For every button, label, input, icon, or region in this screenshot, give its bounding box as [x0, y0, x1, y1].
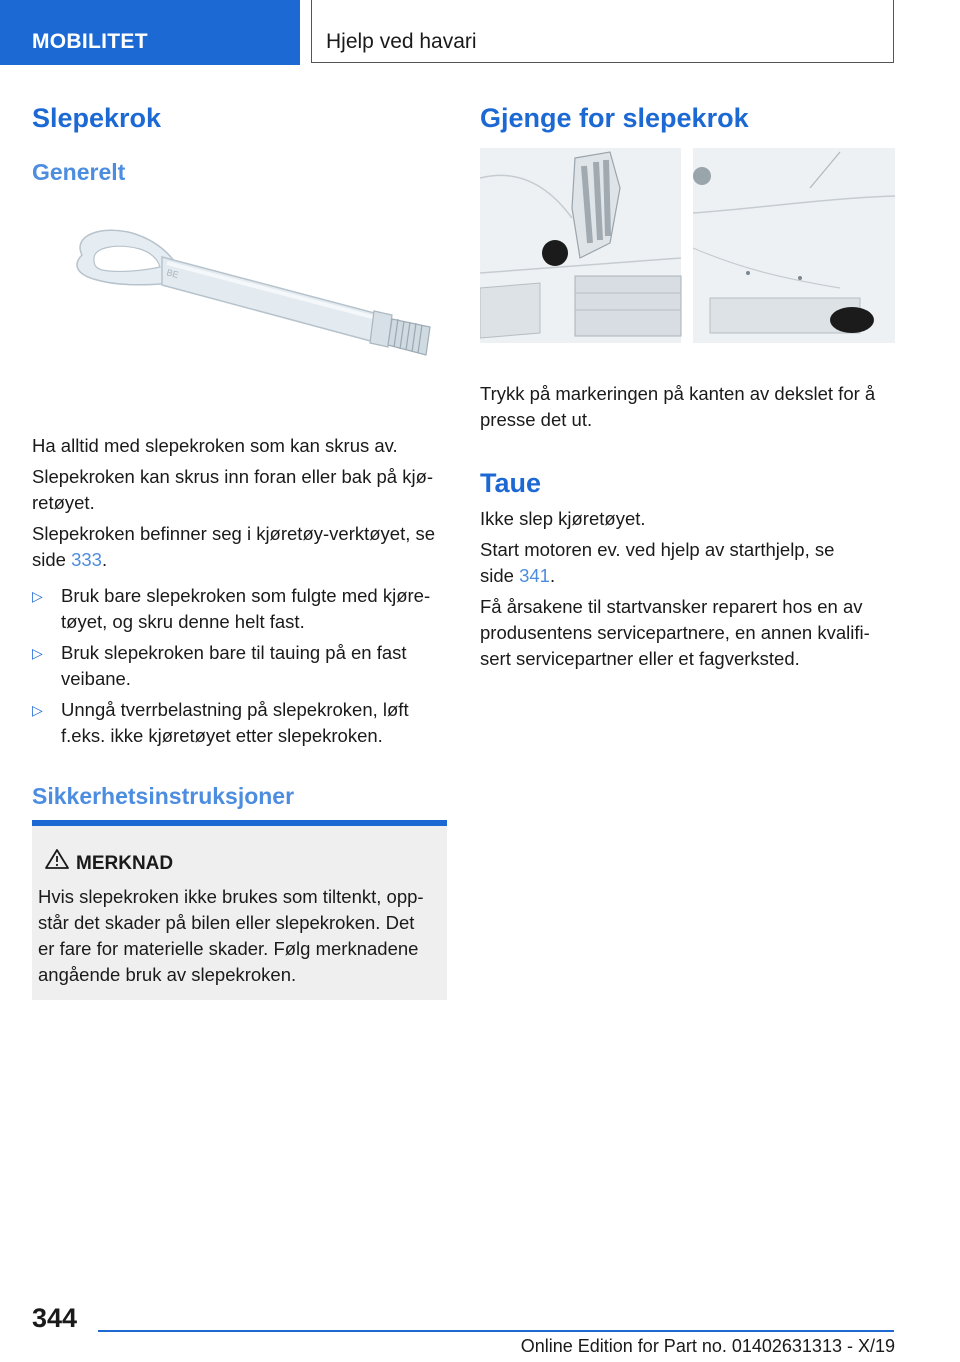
subheading-generelt: Generelt — [32, 159, 126, 185]
bumper-thread-image — [480, 148, 895, 368]
notice-box — [32, 820, 447, 1000]
footer-divider — [98, 1330, 894, 1332]
svg-text:BE: BE — [165, 267, 180, 281]
section-title-taue: Taue — [480, 468, 542, 498]
page-link-333[interactable]: 333 — [71, 549, 102, 570]
paragraph-do-not-tow: Ikke slep kjøretøyet. — [480, 508, 646, 529]
header-section-tab — [0, 0, 300, 65]
paragraph-screw-in-line2: retøyet. — [32, 492, 95, 513]
section-title-gjenge: Gjenge for slepekrok — [480, 103, 749, 133]
triangle-bullet-icon: ▷ — [32, 702, 43, 718]
footer-edition: Online Edition for Part no. 01402631313 - X/19 — [520, 1336, 895, 1356]
paragraph-repair-line3: sert servicepartner eller et fagverksted. — [480, 648, 800, 669]
header-chapter-label: Hjelp ved havari — [326, 30, 477, 53]
paragraph-jump-start-line1: Start motoren ev. ved hjelp av starthjelp, se — [480, 539, 835, 560]
paragraph-always-carry: Ha alltid med slepekroken som kan skrus av. — [32, 435, 398, 456]
section-title-slepekrok: Slepekrok — [32, 103, 162, 133]
paragraph-repair-line1: Få årsakene til startvansker reparert hos en av — [480, 596, 863, 617]
warning-triangle-icon — [44, 848, 70, 870]
paragraph-jump-start-line2: side 341. — [480, 565, 556, 586]
paragraph-location-line2: side 333. — [32, 549, 108, 570]
paragraph-location-line1: Slepekroken befinner seg i kjøretøy-verktøyet, se — [32, 523, 436, 544]
notice-title: MERKNAD — [76, 853, 174, 874]
header-chapter-box — [311, 0, 894, 63]
subheading-safety: Sikkerhetsinstruksjoner — [32, 783, 295, 809]
paragraph-press-marking-line1: Trykk på markeringen på kanten av dekslet for å — [480, 383, 876, 404]
triangle-bullet-icon: ▷ — [32, 588, 43, 604]
paragraph-press-marking-line2: presse det ut. — [480, 409, 593, 430]
tow-hook-image — [62, 215, 442, 395]
notice-body: Hvis slepekroken ikke brukes som tiltenkt, opp‐ står det skader på bilen eller slepekroken. Det er fare for materielle skader. Følg merknadene angående bruk av slepekroken. — [38, 886, 424, 985]
page-number: 344 — [32, 1303, 78, 1333]
paragraph-screw-in-line1: Slepekroken kan skrus inn foran eller bak på kjø‐ — [32, 466, 434, 487]
triangle-bullet-icon: ▷ — [32, 645, 43, 661]
paragraph-repair-line2: produsentens servicepartnere, en annen kvalifi‐ — [480, 622, 870, 643]
header-section-label: MOBILITET — [32, 30, 148, 53]
page-link-341[interactable]: 341 — [519, 565, 550, 586]
